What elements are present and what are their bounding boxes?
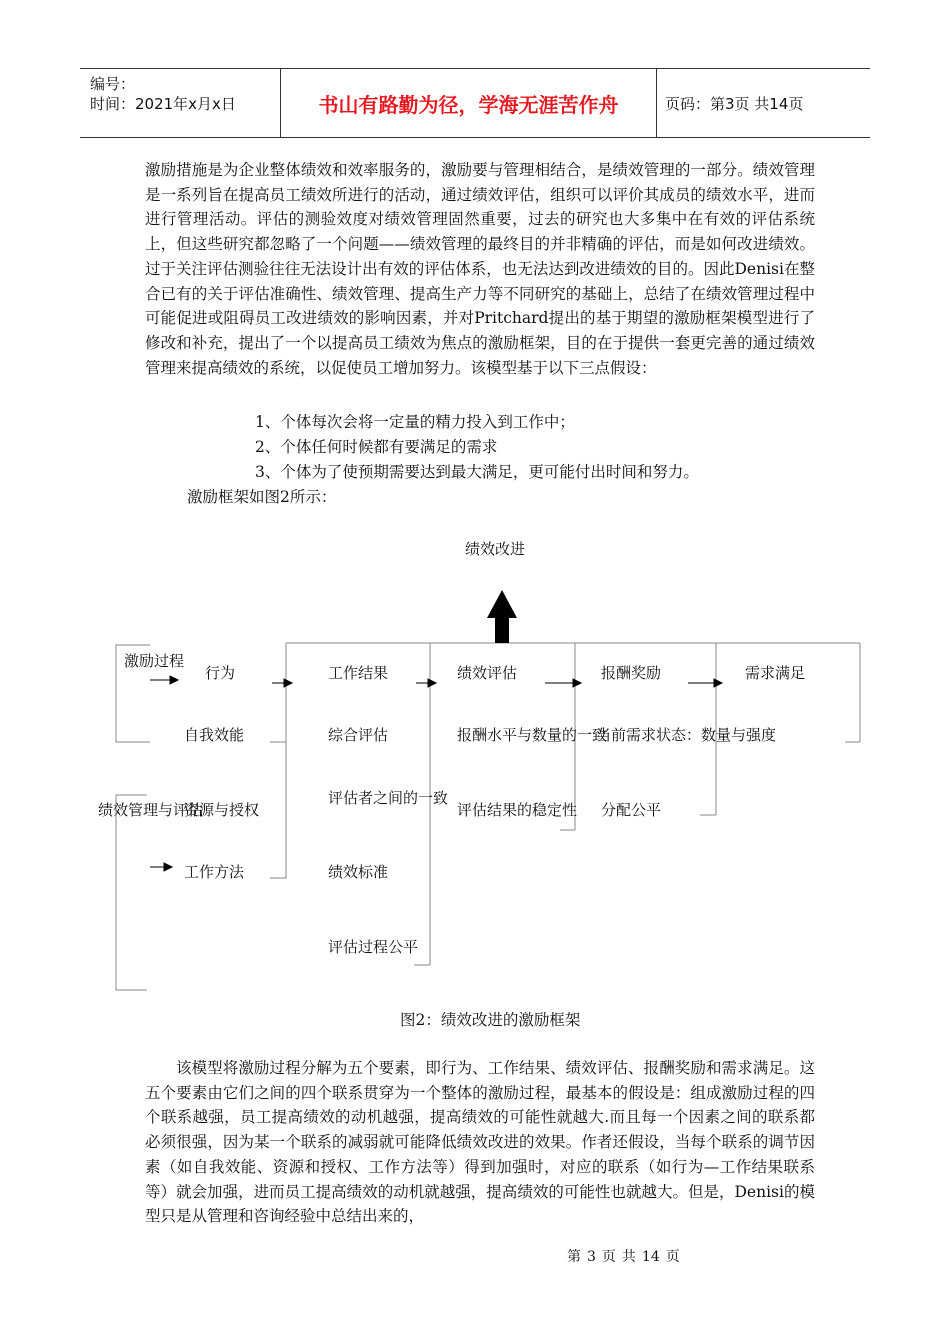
arrow-icon [170, 676, 178, 684]
time-label: 时间：2021年x月x日 [90, 95, 236, 113]
footer-page-word: 第 [567, 1249, 581, 1265]
footer-page-num: 3 [587, 1249, 596, 1265]
assumption-3: 3、个体为了使预期需要达到最大满足，更可能付出时间和努力。 [255, 463, 699, 481]
node-need-satisfaction: 需求满足 [745, 664, 806, 682]
side-label-motivation: 激励过程 [124, 652, 185, 670]
node-need-state: 当前需求状态：数量与强度 [596, 726, 777, 744]
node-self-efficacy: 自我效能 [184, 726, 245, 744]
assumption-2: 2、个体任何时候都有要满足的需求 [255, 438, 498, 456]
footer-page-unit: 页 [601, 1249, 616, 1265]
paragraph-2: 该模型将激励过程分解为五个要素，即行为、工作结果、绩效评估、报酬奖励和需求满足。这五个要素由它们之间的四个联系贯穿为一个整体的激励过程，最基本的假设是：组成激励过程的四个联系越强，员工提高绩效的动机越强，提高绩效的可能性就越大.而且每一个因素之间的联系都必须很强，因为某一个联系的减弱就可能降低绩效改进的效果。作者还假设，当每个联系的调节因素（如自我效能、资源和授权、工作方法等）得到加强时，对应的联系（如行为—工作结果联系等）就会加强，进而员工提高绩效的动机就越强，提高绩效的可能性也就越大。但是，Denisi的模型只是从管理和咨询经验中总结出来的， [145, 1059, 815, 1226]
node-process-fairness: 评估过程公平 [328, 938, 419, 956]
node-perf-standard: 绩效标准 [328, 863, 389, 881]
node-perf-eval: 绩效评估 [457, 664, 518, 682]
side-label-management: 绩效管理与评估 [98, 801, 204, 819]
node-reward-consistency: 报酬水平与数量的一致 [457, 726, 608, 744]
node-work-method: 工作方法 [184, 863, 245, 881]
motto: 书山有路勤为径，学海无涯苦作舟 [281, 69, 657, 137]
page-footer [567, 1246, 686, 1266]
node-resources: 资源与授权 [184, 801, 260, 819]
number-label: 编号： [90, 75, 136, 93]
assumption-1: 1、个体每次会将一定量的精力投入到工作中； [255, 413, 575, 431]
node-work-result: 工作结果 [328, 664, 389, 682]
footer-total-word: 共 [621, 1249, 636, 1265]
node-distributive-fairness: 分配公平 [601, 801, 662, 819]
node-result-stability: 评估结果的稳定性 [457, 801, 578, 819]
paragraph-1: 激励措施是为企业整体绩效和效率服务的，激励要与管理相结合，是绩效管理的一部分。绩效管理是一系列旨在提高员工绩效所进行的活动，通过绩效评估，组织可以评价其成员的绩效水平，进而进行管理活动。评估的测验效度对绩效管理固然重要，过去的研究也大多集中在有效的评估系统上，但这些研究都忽略了一个问题——绩效管理的最终目的并非精确的评估，而是如何改进绩效。过于关注评估测验往往无法设计出有效的评估体系，也无法达到改进绩效的目的。因此Denisi在整合已有的关于评估准确性、绩效管理、提高生产力等不同研究的基础上，总结了在绩效管理过程中可能促进或阻碍员工改进绩效的影响因素，并对Pritchard提出的基于期望的激励框架模型进行了修改和补充，提出了一个以提高员工绩效为焦点的激励框架，目的在于提供一套更完善的通过绩效管理来提高绩效的系统，以促使员工增加努力。该模型基于以下三点假设： [145, 161, 815, 377]
page-label: 页码：第3页 共14页 [665, 95, 804, 113]
node-composite-eval: 综合评估 [328, 726, 389, 744]
figure-intro: 激励框架如图2所示： [187, 488, 337, 506]
node-rater-agreement: 评估者之间的一致 [328, 789, 449, 807]
footer-total-num: 14 [641, 1249, 660, 1265]
diagram-top-label: 绩效改进 [465, 540, 526, 558]
footer-total-unit: 页 [665, 1249, 680, 1265]
figure-caption: 图2：绩效改进的激励框架 [400, 1011, 581, 1029]
node-reward: 报酬奖励 [601, 664, 662, 682]
node-behavior: 行为 [205, 664, 236, 682]
big-up-arrow-icon [487, 590, 517, 643]
